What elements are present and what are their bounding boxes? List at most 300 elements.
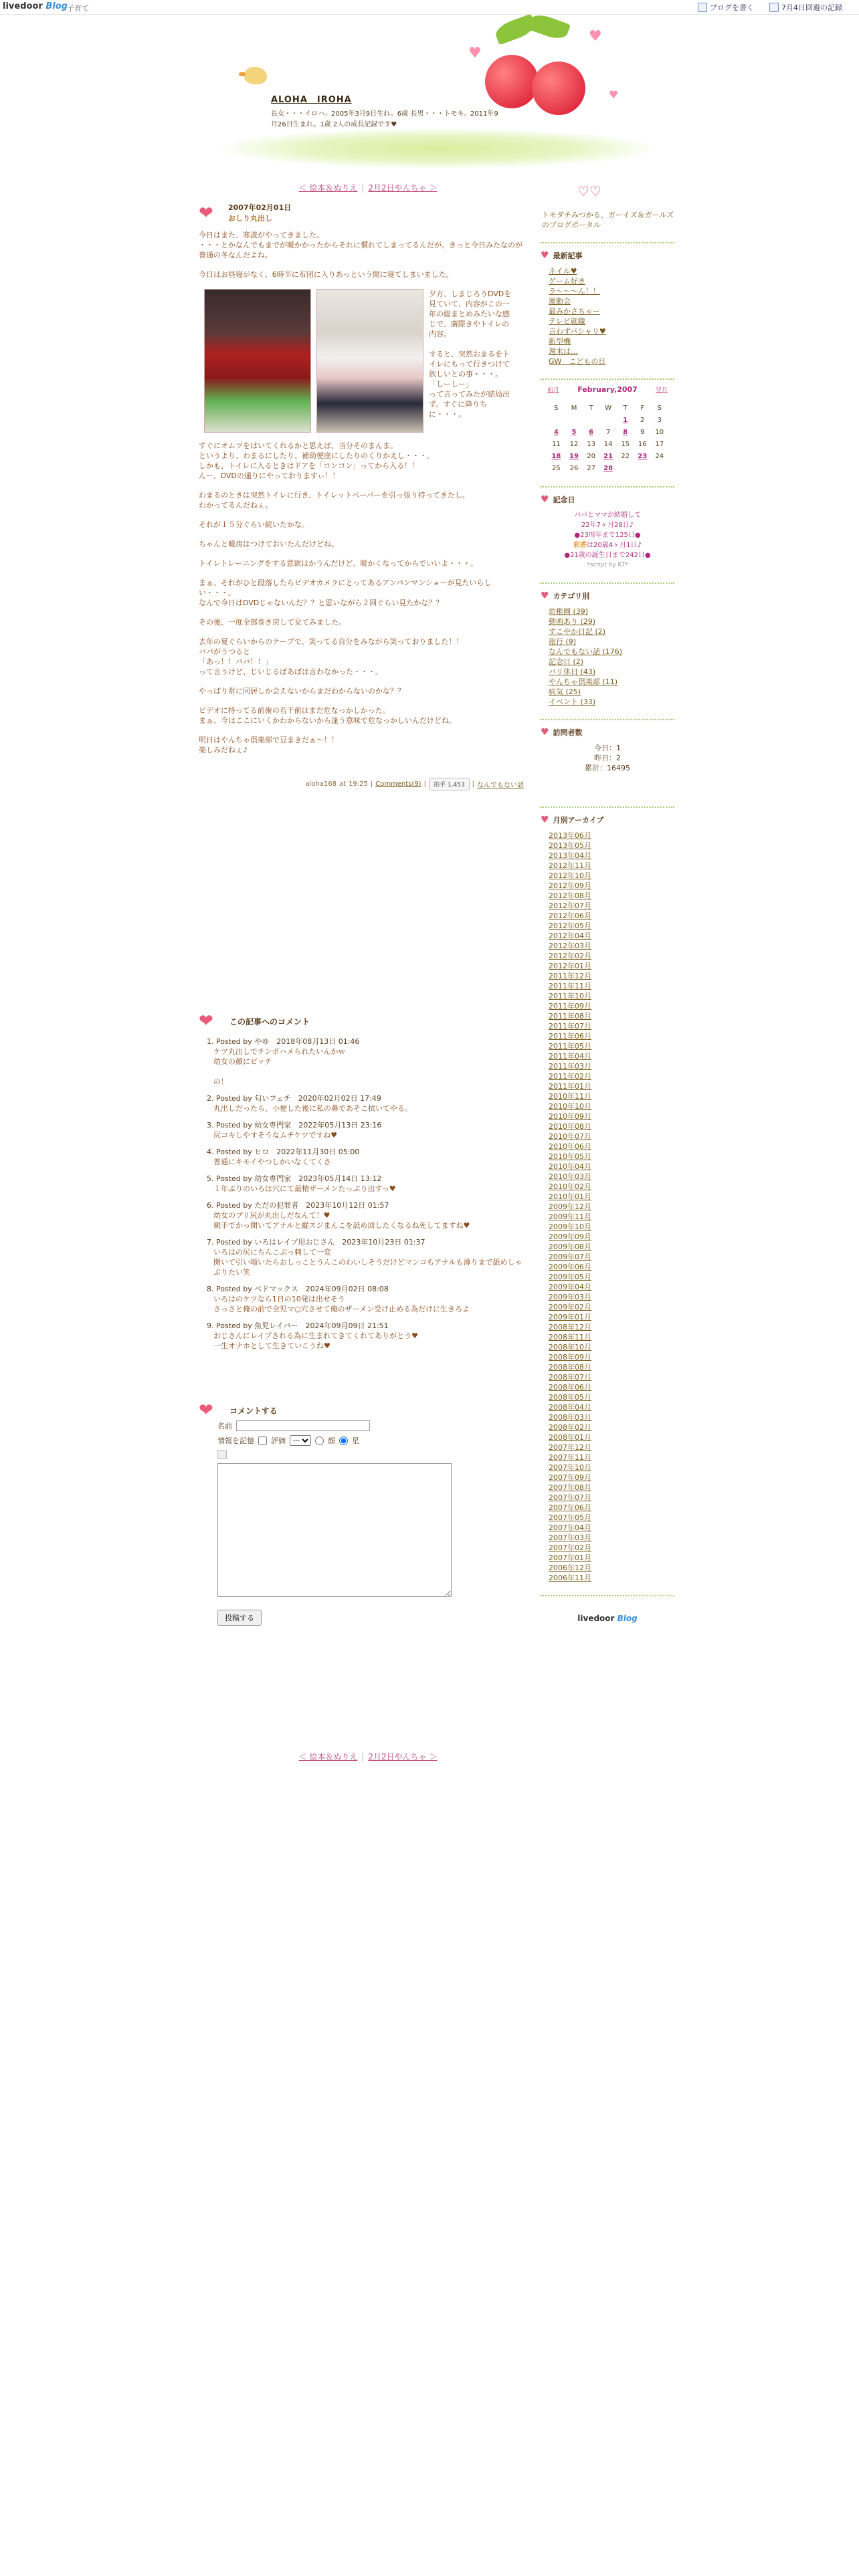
entry-footer <box>197 778 525 790</box>
grass-decoration <box>221 128 656 169</box>
archive-title: 月別アーカイブ <box>553 816 604 825</box>
prev-entry-link[interactable]: ＜ 絵本＆ぬりえ <box>298 183 358 193</box>
pager-separator: | <box>361 1752 365 1761</box>
archive-link[interactable]: 2009年09月 <box>549 1232 591 1241</box>
archive-link[interactable]: 2008年10月 <box>549 1343 591 1352</box>
livedoor-blog-logo[interactable] <box>3 1 68 11</box>
emoji-picker-icon[interactable] <box>217 1450 227 1459</box>
archive-link[interactable]: 2009年08月 <box>549 1243 591 1251</box>
archive-item <box>549 1021 674 1031</box>
category-title: カテゴリ別 <box>553 592 590 601</box>
category-link[interactable]: なんでもない話 (176) <box>549 647 623 656</box>
recent-link[interactable]: 新型機 <box>549 337 571 346</box>
archive-link[interactable]: 2008年07月 <box>549 1373 591 1382</box>
options-row <box>217 1435 525 1446</box>
archive-link[interactable]: 2010年02月 <box>549 1182 591 1191</box>
archive-item <box>549 1332 674 1342</box>
archive-link[interactable]: 2011年12月 <box>549 972 591 980</box>
archive-item <box>549 1212 674 1222</box>
blog-title-link[interactable]: ALOHA IROHA <box>271 95 352 105</box>
archive-item <box>549 1503 674 1513</box>
heart-icon: ♥ <box>541 815 549 825</box>
archive-link[interactable]: 2012年05月 <box>549 922 591 930</box>
archive-list <box>541 831 674 1583</box>
calendar-day: 11 <box>551 440 561 448</box>
calendar-day: 26 <box>569 464 579 472</box>
archive-item <box>549 1322 674 1332</box>
calendar-week <box>547 426 668 438</box>
calendar-day[interactable]: 28 <box>603 464 613 472</box>
anniversary-line: ●23周年まで125日● <box>574 532 641 539</box>
calendar-day[interactable]: 1 <box>623 416 628 424</box>
archive-link[interactable]: 2008年05月 <box>549 1393 591 1402</box>
comment-header: 6. Posted by ただの犯罪者 2023年10月12日 01:57 <box>207 1201 389 1210</box>
comments-link[interactable]: Comments(9) <box>375 780 421 788</box>
calendar-day <box>583 414 599 426</box>
comment-item <box>207 1200 525 1230</box>
recent-link[interactable]: 週末は… <box>549 347 578 356</box>
archive-link[interactable]: 2007年01月 <box>549 1553 591 1562</box>
archive-link[interactable]: 2011年03月 <box>549 1062 591 1071</box>
name-row <box>217 1420 525 1431</box>
archive-link[interactable]: 2013年06月 <box>549 831 591 840</box>
recent-title: 最新記事 <box>553 251 583 260</box>
archive-link[interactable]: 2006年11月 <box>549 1574 591 1582</box>
divider <box>541 486 674 488</box>
comment-body: １年ぶりのいろは穴にて最精ザーメンたっぷり出すっ♥ <box>213 1184 396 1193</box>
category-link[interactable]: なんでもない話 <box>477 782 524 789</box>
archive-link[interactable]: 2012年11月 <box>549 861 591 870</box>
category-item <box>549 697 674 707</box>
comment-form-title: コメントする <box>229 1406 278 1416</box>
archive-item <box>549 1442 674 1453</box>
heart-icon: ♥ <box>589 28 602 45</box>
archive-link[interactable]: 2011年11月 <box>549 982 591 990</box>
calendar-day: 12 <box>569 440 579 448</box>
archive-link[interactable]: 2012年07月 <box>549 901 591 910</box>
archive-link[interactable]: 2010年07月 <box>549 1132 591 1141</box>
archive-link[interactable]: 2011年10月 <box>549 992 591 1000</box>
archive-link[interactable]: 2012年10月 <box>549 871 591 880</box>
entry-title[interactable]: おしり丸出し <box>228 214 272 223</box>
archive-link[interactable]: 2009年11月 <box>549 1212 591 1221</box>
category-header <box>541 591 674 601</box>
calendar-day <box>617 462 633 474</box>
archive-item <box>549 1132 674 1142</box>
calendar-prev-link[interactable]: 前月 <box>547 387 560 394</box>
write-blog-link[interactable] <box>698 2 754 13</box>
recent-item <box>549 346 674 356</box>
archive-link[interactable]: 2011年07月 <box>549 1022 591 1031</box>
category-link[interactable]: やんちゃ倶楽部 (11) <box>549 677 618 686</box>
archive-link[interactable]: 2010年06月 <box>549 1142 591 1151</box>
archive-link[interactable]: 2012年09月 <box>549 881 591 890</box>
comment-item <box>207 1147 525 1167</box>
category-item <box>549 677 674 687</box>
entry-paragraph: その後、一度全部巻き戻して見てみました。 <box>199 618 346 627</box>
archive-item <box>549 841 674 851</box>
archive-link[interactable]: 2007年09月 <box>549 1473 591 1482</box>
comment-textarea[interactable] <box>217 1463 452 1597</box>
category-link[interactable]: 旅行 (9) <box>549 637 577 646</box>
archive-item <box>549 871 674 881</box>
trodai-banner-text[interactable]: トモダチみつかる、ガーイズ＆ガールズのブログポータル <box>542 211 674 229</box>
comment-header: 4. Posted by ヒロ 2022年11月30日 05:00 <box>207 1148 360 1156</box>
archive-link[interactable]: 2011年08月 <box>549 1012 591 1021</box>
archive-item <box>549 951 674 961</box>
archive-link[interactable]: 2010年08月 <box>549 1122 591 1131</box>
clap-button[interactable] <box>429 778 470 790</box>
archive-link[interactable]: 2007年02月 <box>549 1543 591 1552</box>
category-link[interactable]: イベント (33) <box>549 697 596 706</box>
calendar-day[interactable]: 5 <box>571 428 577 436</box>
child-at-toilet-photo[interactable] <box>316 289 423 433</box>
footer-brand-blog: Blog <box>617 1614 638 1623</box>
entry-date: 2007年02月01日 <box>228 203 292 212</box>
archive-item <box>549 1142 674 1152</box>
archive-link[interactable]: 2012年03月 <box>549 942 591 950</box>
archive-item <box>549 901 674 911</box>
archive-link[interactable]: 2011年02月 <box>549 1072 591 1081</box>
calendar-day: 16 <box>638 440 647 448</box>
archive-link[interactable]: 2007年05月 <box>549 1513 591 1522</box>
category-item <box>549 657 674 667</box>
archive-item <box>549 1041 674 1051</box>
cherry-icon <box>532 62 585 115</box>
kinen-title: 記念日 <box>553 496 575 504</box>
archive-item <box>549 1081 674 1091</box>
weekday-header: T <box>623 404 628 412</box>
calendar-week <box>547 462 668 474</box>
comment-item <box>207 1237 525 1277</box>
next-entry-link[interactable]: 2月2日やんちゃ ＞ <box>368 1752 438 1761</box>
archive-item <box>549 981 674 991</box>
remember-checkbox[interactable] <box>258 1436 267 1445</box>
comment-item <box>207 1321 525 1351</box>
visitors-header <box>541 727 674 738</box>
category-item <box>549 687 674 697</box>
archive-item <box>549 1282 674 1292</box>
entry-paragraph: ちゃんと暖房はつけておいたんだけどね。 <box>199 540 339 548</box>
entry-author: aloha168 <box>305 780 337 788</box>
archive-item <box>549 1262 674 1272</box>
archive-link[interactable]: 2012年04月 <box>549 932 591 940</box>
divider <box>541 719 674 720</box>
archive-item <box>549 1172 674 1182</box>
cherry-icon <box>485 55 539 108</box>
archive-item <box>549 1011 674 1021</box>
archive-item <box>549 1051 674 1061</box>
archive-link[interactable]: 2010年03月 <box>549 1172 591 1181</box>
heart-icon: ♥ <box>609 88 619 101</box>
archive-item <box>549 1543 674 1553</box>
calendar-day: 15 <box>621 440 630 448</box>
rating-select[interactable] <box>290 1435 311 1446</box>
archive-link[interactable]: 2007年12月 <box>549 1443 591 1452</box>
calendar-day: 27 <box>587 464 595 472</box>
archive-link[interactable]: 2009年06月 <box>549 1263 591 1271</box>
archive-link[interactable]: 2008年03月 <box>549 1413 591 1422</box>
archive-link[interactable]: 2011年09月 <box>549 1002 591 1010</box>
calendar-day <box>634 462 652 474</box>
archive-link[interactable]: 2012年08月 <box>549 891 591 900</box>
recent-link[interactable]: 言わずパシャリ♥ <box>549 327 606 336</box>
archive-link[interactable]: 2006年12月 <box>549 1564 591 1572</box>
archive-item <box>549 1382 674 1392</box>
archive-item <box>549 1352 674 1362</box>
next-entry-link[interactable]: 2月2日やんちゃ ＞ <box>368 183 438 193</box>
calendar-day: 2 <box>640 416 645 424</box>
calendar-week <box>547 450 668 462</box>
archive-item <box>549 1463 674 1473</box>
archive-link[interactable]: 2010年11月 <box>549 1092 591 1101</box>
category-link[interactable]: すこやか日記 (2) <box>549 627 606 636</box>
category-link[interactable]: 動画あり (29) <box>549 617 596 626</box>
heart-icon: ♥ <box>541 591 549 601</box>
archive-link[interactable]: 2009年01月 <box>549 1313 591 1321</box>
category-link[interactable]: 記念日 (2) <box>549 657 584 666</box>
calendar-month: February,2007 <box>577 385 638 394</box>
category-item <box>549 607 674 617</box>
archive-link[interactable]: 2008年12月 <box>549 1323 591 1331</box>
entry-time: 19:25 <box>349 780 368 788</box>
category-link[interactable]: 病気 (25) <box>549 687 581 696</box>
comment-header: 8. Posted by ベドマックス 2024年09月02日 08:08 <box>207 1285 389 1293</box>
archive-link[interactable]: 2008年08月 <box>549 1363 591 1372</box>
comment-body: おじさんにレイプされる為に生まれてきてくれてありがとう♥ 一生オナホとして生きていこうね♥ <box>213 1331 418 1350</box>
calendar-weekdays <box>547 402 668 414</box>
comments-list <box>197 1037 525 1351</box>
recent-link[interactable]: テレビ就職 <box>549 317 585 326</box>
archive-item <box>549 1071 674 1081</box>
calendar-day: 7 <box>605 428 611 436</box>
weekday-header: S <box>657 404 662 412</box>
footer-sep: | <box>472 780 474 788</box>
comment-body: ケツ丸出しでチンポハメられたいんかｗ 幼女の顔にピッチ の！ <box>213 1047 346 1086</box>
brand-text: livedoor <box>3 1 43 11</box>
comment-item <box>207 1120 525 1140</box>
recent-item <box>549 276 674 286</box>
comment-header: 7. Posted by いろはレイプ用おじさん 2023年10月23日 01:37 <box>207 1238 425 1247</box>
archive-link[interactable]: 2013年05月 <box>549 841 591 850</box>
calendar-day[interactable]: 8 <box>623 428 628 436</box>
calendar-day <box>599 414 617 426</box>
archive-link[interactable]: 2009年03月 <box>549 1293 591 1301</box>
comment-item <box>207 1284 525 1314</box>
visitors-yesterday: 昨日：2 <box>594 754 621 762</box>
archive-link[interactable]: 2007年07月 <box>549 1493 591 1502</box>
photo-caption: 夕方、しまじろうDVDを見ていて、内容がこの一年の総まとめみたいな感じで、廣際きやトイレの内容。 すると、突然おまるをトイレにもって行きつけて欲しいとの事・・・。 「しーしー」 って言ってみたが結局出ず。すぐに降りちに・・・。 <box>429 290 512 419</box>
kosodate-link[interactable]: 子育て <box>67 4 89 13</box>
entry-paragraph: ビデオに持ってる前歯の若干前はまだ危なっかしかった。 まぁ、今はここにいくかわからないから逢う意味で危なっかしいんだけどね。 <box>199 706 456 725</box>
archive-link[interactable]: 2008年01月 <box>549 1433 591 1442</box>
child-name: 彩香 <box>573 542 587 549</box>
recent-link[interactable]: 最みかさちゃー <box>549 307 600 316</box>
calendar-day <box>547 414 565 426</box>
archive-item <box>549 1292 674 1302</box>
calendar-day[interactable]: 19 <box>569 452 579 460</box>
archive-link[interactable]: 2011年05月 <box>549 1042 591 1051</box>
trodai-logo-mark: ♡♡ <box>577 183 601 199</box>
anniversary-widget <box>541 510 674 570</box>
archive-link[interactable]: 2012年06月 <box>549 911 591 920</box>
archive-link[interactable]: 2008年09月 <box>549 1353 591 1362</box>
write-blog-label: ブログを書く <box>710 3 754 12</box>
recent-link[interactable]: ネイル♥ <box>549 267 577 276</box>
heart-icon: ♥ <box>541 250 549 261</box>
hearts-icon: ❤ <box>199 1400 213 1420</box>
archive-item <box>549 921 674 931</box>
archive-item <box>549 1513 674 1523</box>
comment-header: 5. Posted by 幼女専門家 2023年05月14日 13:12 <box>207 1174 382 1183</box>
anniversary-line: ●21歳の誕生日まで242日● <box>564 552 651 559</box>
heart-icon: ♥ <box>541 494 549 505</box>
archive-link[interactable]: 2011年04月 <box>549 1052 591 1061</box>
blog-header <box>214 15 656 166</box>
brand-blog-text: Blog <box>45 1 68 11</box>
archive-link[interactable]: 2013年04月 <box>549 851 591 860</box>
archive-link[interactable]: 2012年02月 <box>549 952 591 960</box>
submit-comment-button[interactable]: 投稿する <box>217 1610 262 1626</box>
category-item <box>549 667 674 677</box>
face-radio[interactable] <box>315 1436 324 1445</box>
calendar-day: 10 <box>655 428 664 436</box>
archive-item <box>549 1342 674 1352</box>
entry-header <box>197 201 525 230</box>
archive-link[interactable]: 2012年01月 <box>549 962 591 970</box>
recent-link[interactable]: ラ〜〜〜ん！！ <box>549 287 600 296</box>
calendar-day[interactable]: 4 <box>553 428 559 436</box>
recent-link[interactable]: 運動会 <box>549 297 571 306</box>
comment-item <box>207 1093 525 1113</box>
calendar-next-link[interactable]: 翌月 <box>655 387 668 394</box>
calendar-week <box>547 414 668 426</box>
comment-item <box>207 1174 525 1194</box>
archive-item <box>549 1312 674 1322</box>
category-link[interactable]: バリ休日 (43) <box>549 667 596 676</box>
recent-item <box>549 306 674 316</box>
anniversary-line <box>541 540 674 550</box>
archive-link[interactable]: 2009年04月 <box>549 1283 591 1291</box>
category-link[interactable]: 幼稚園 (39) <box>549 607 589 616</box>
name-label: 名前 <box>217 1422 232 1430</box>
archive-link[interactable]: 2009年07月 <box>549 1253 591 1261</box>
prev-entry-link[interactable]: ＜ 絵本＆ぬりえ <box>298 1752 358 1761</box>
star-radio[interactable] <box>339 1436 348 1445</box>
hearts-icon: ❤ <box>199 1011 213 1031</box>
top-bar <box>0 0 859 15</box>
archive-item <box>549 1232 674 1242</box>
calendar-day[interactable]: 6 <box>589 428 594 436</box>
comment-body: 幼女のプリ尻が丸出しだなんて！♥ 親手でかっ開いてアナルと縦スジまんこを舐め回したくなるね死してますね♥ <box>213 1211 470 1230</box>
divider <box>541 582 674 584</box>
calendar-day: 3 <box>657 416 662 424</box>
comment-form-header <box>197 1400 525 1420</box>
archive-link[interactable]: 2008年02月 <box>549 1423 591 1432</box>
archive-link[interactable]: 2010年10月 <box>549 1102 591 1111</box>
archive-item <box>549 1091 674 1101</box>
archive-link[interactable]: 2009年12月 <box>549 1202 591 1211</box>
archive-link[interactable]: 2011年01月 <box>549 1082 591 1091</box>
comment-header: 9. Posted by 魚児レイパー 2024年09月09日 21:51 <box>207 1321 389 1330</box>
archive-link[interactable]: 2008年04月 <box>549 1403 591 1412</box>
livedoor-blog-footer-logo[interactable] <box>541 1614 674 1623</box>
archive-link[interactable]: 2007年08月 <box>549 1483 591 1492</box>
calendar-day[interactable]: 18 <box>551 452 561 460</box>
face-radio-label: 顔 <box>328 1436 335 1445</box>
archive-link[interactable]: 2007年06月 <box>549 1503 591 1512</box>
recent-link[interactable]: ゲーム好き <box>549 277 585 286</box>
recent-item <box>549 296 674 306</box>
archive-link[interactable]: 2007年11月 <box>549 1453 591 1462</box>
comment-body: 丸出しだったら、小便した後に私の鼻であそこ拭いてやる。 <box>213 1104 412 1113</box>
recent-link[interactable]: GW こどもの日 <box>549 357 606 366</box>
weekday-header: T <box>589 404 593 412</box>
archive-link[interactable]: 2007年10月 <box>549 1463 591 1472</box>
trodai-logo[interactable] <box>564 181 651 206</box>
record-link[interactable] <box>769 2 842 13</box>
archive-link[interactable]: 2008年06月 <box>549 1383 591 1392</box>
clap-count: 1,453 <box>447 782 465 788</box>
archive-link[interactable]: 2009年05月 <box>549 1273 591 1281</box>
entry-paragraph: 去年の夏ぐらいからのテープで、笑ってる自分をみながら笑っておりました！！ パパがうつると 「あっ！！パパ！！」 って言うけど、じいじるばあばは言わなかった・・・。 <box>199 637 464 676</box>
archive-link[interactable]: 2011年06月 <box>549 1032 591 1041</box>
divider <box>541 807 674 808</box>
entry-paragraph: まぁ、それがひと段落したらビデオカメラにとってあるアンパンマンショーが見たいらしい・・・。 なんで今日はDVDじゃないんだ？？と思いながら２回ぐらい見たかな？？ <box>199 578 492 607</box>
calendar-day[interactable]: 21 <box>603 452 613 460</box>
archive-item <box>549 1473 674 1483</box>
archive-link[interactable]: 2010年09月 <box>549 1112 591 1121</box>
archive-link[interactable]: 2009年10月 <box>549 1222 591 1231</box>
weekday-header: S <box>554 404 559 412</box>
footer-sep: | <box>370 780 373 788</box>
calendar-day <box>652 462 668 474</box>
archive-link[interactable]: 2010年05月 <box>549 1152 591 1161</box>
visitors-total: 累計：16495 <box>585 764 630 772</box>
category-item <box>549 617 674 627</box>
archive-item <box>549 1001 674 1011</box>
visitor-counter <box>541 743 674 773</box>
calendar-day[interactable]: 23 <box>638 452 648 460</box>
child-on-potty-photo[interactable] <box>204 289 311 433</box>
script-credit[interactable]: *script by KT* <box>587 562 628 568</box>
archive-link[interactable]: 2007年04月 <box>549 1523 591 1532</box>
archive-item <box>549 1553 674 1563</box>
calendar-day: 9 <box>640 428 645 436</box>
calendar-day: 24 <box>655 452 664 460</box>
archive-link[interactable]: 2007年03月 <box>549 1533 591 1542</box>
archive-item <box>549 1272 674 1282</box>
calendar-day: 17 <box>655 440 664 448</box>
archive-link[interactable]: 2009年02月 <box>549 1303 591 1311</box>
archive-item <box>549 1432 674 1442</box>
archive-item <box>549 991 674 1001</box>
recent-item <box>549 266 674 276</box>
pencil-icon <box>698 3 707 12</box>
divider <box>541 1595 674 1596</box>
hearts-icon: ❤ <box>199 203 213 223</box>
duck-icon <box>244 67 267 84</box>
archive-link[interactable]: 2008年11月 <box>549 1333 591 1341</box>
weekday-header: M <box>571 404 577 412</box>
footer-brand-text: livedoor <box>577 1614 615 1623</box>
name-input[interactable] <box>236 1420 370 1431</box>
archive-item <box>549 911 674 921</box>
archive-link[interactable]: 2010年04月 <box>549 1162 591 1171</box>
archive-link[interactable]: 2010年01月 <box>549 1192 591 1201</box>
kinen-header <box>541 494 674 505</box>
archive-item <box>549 851 674 861</box>
